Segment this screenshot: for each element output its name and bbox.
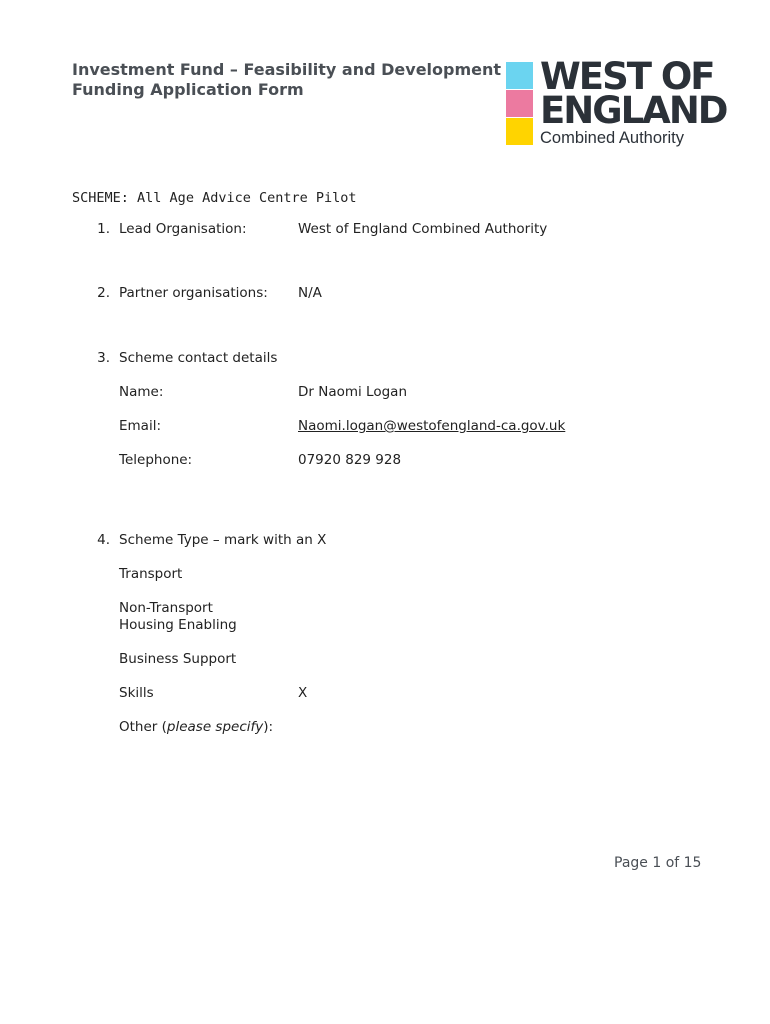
- scheme-type-business-support: Business Support: [119, 651, 237, 667]
- title-line-1: Investment Fund – Feasibility and Development: [72, 60, 502, 79]
- scheme-label: SCHEME:: [72, 190, 129, 206]
- scheme-type-other: [119, 719, 273, 736]
- other-suffix: ):: [263, 719, 274, 735]
- partner-organisations-value: N/A: [298, 285, 322, 301]
- page-title: [72, 60, 502, 100]
- skills-selected-mark: X: [298, 685, 308, 701]
- contact-phone-value: 07920 829 928: [298, 452, 402, 468]
- lead-organisation-value: West of England Combined Authority: [298, 221, 548, 237]
- page-number: Page 1 of 15: [614, 855, 702, 871]
- section-number: 3.: [97, 350, 110, 366]
- logo-text-west-of: WEST OF: [540, 55, 714, 98]
- contact-phone-label: Telephone:: [119, 452, 193, 468]
- contact-name-value: Dr Naomi Logan: [298, 384, 408, 400]
- logo-text-combined-authority: Combined Authority: [540, 129, 684, 147]
- logo-text-england: ENGLAND: [540, 89, 727, 132]
- west-of-england-logo: [506, 55, 736, 152]
- scheme-line: [72, 190, 357, 207]
- section-number: 1.: [97, 221, 110, 237]
- lead-organisation-label: Lead Organisation:: [119, 221, 247, 237]
- scheme-type-heading: Scheme Type – mark with an X: [119, 532, 327, 548]
- scheme-type-housing-enabling: Housing Enabling: [119, 617, 237, 633]
- logo-square-pink: [506, 90, 533, 117]
- scheme-name: All Age Advice Centre Pilot: [137, 190, 357, 206]
- other-prefix: Other (: [119, 719, 167, 735]
- scheme-type-non-transport: Non-Transport: [119, 600, 213, 616]
- contact-details-heading: Scheme contact details: [119, 350, 278, 366]
- section-number: 4.: [97, 532, 110, 548]
- other-please-specify: please specify: [166, 719, 264, 735]
- contact-email-link[interactable]: Naomi.logan@westofengland-ca.gov.uk: [298, 418, 566, 434]
- logo-square-yellow: [506, 118, 533, 145]
- partner-organisations-label: Partner organisations:: [119, 285, 268, 301]
- contact-name-label: Name:: [119, 384, 164, 400]
- scheme-type-transport: Transport: [119, 566, 183, 582]
- scheme-type-skills: Skills: [119, 685, 154, 701]
- title-line-2: Funding Application Form: [72, 80, 304, 99]
- contact-email-label: Email:: [119, 418, 162, 434]
- section-number: 2.: [97, 285, 110, 301]
- logo-square-blue: [506, 62, 533, 89]
